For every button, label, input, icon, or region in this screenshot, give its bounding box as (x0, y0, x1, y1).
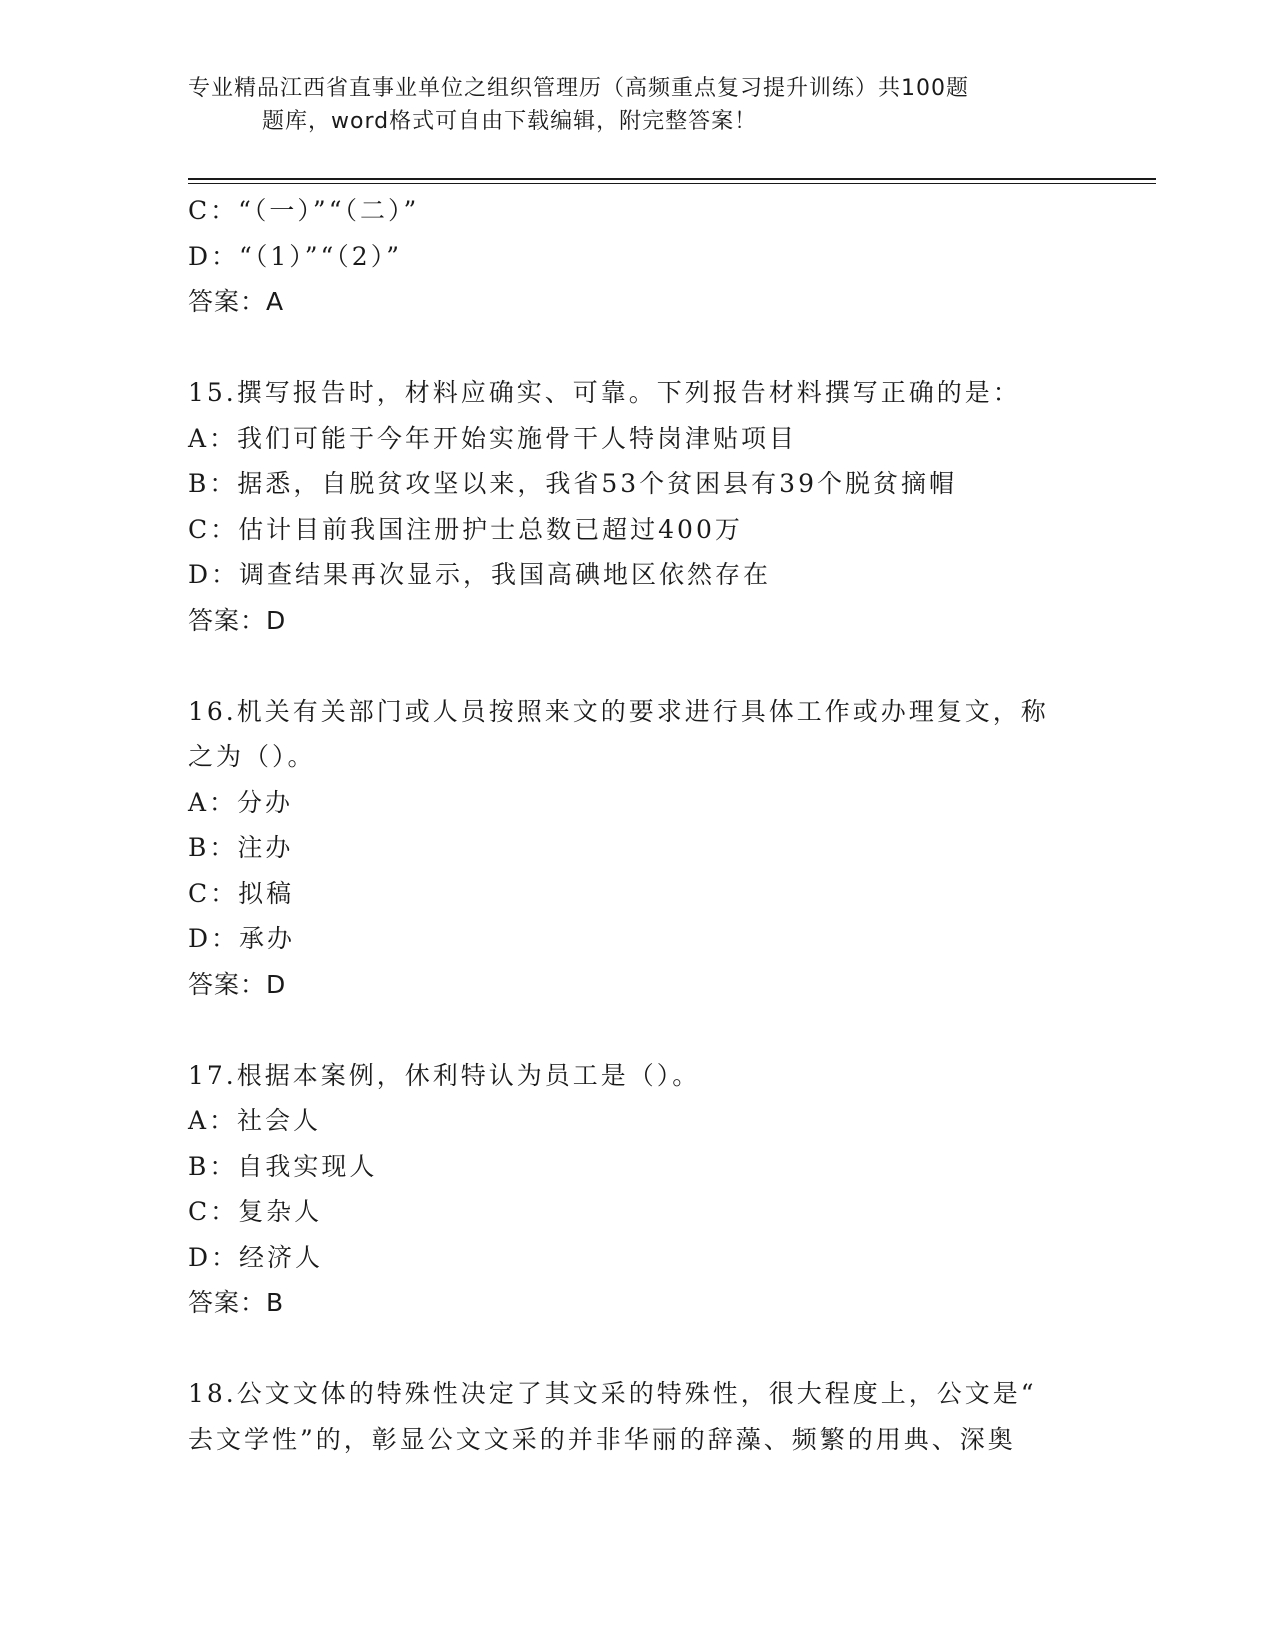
header-title-line-2: 题库，word格式可自由下载编辑，附完整答案！ (262, 109, 758, 134)
question-17 (188, 1053, 1088, 1326)
question-stem: 15.撰写报告时，材料应确实、可靠。下列报告材料撰写正确的是： (188, 378, 1021, 407)
page-header (188, 72, 1068, 138)
header-title-line-1: 专业精品江西省直事业单位之组织管理历（高频重点复习提升训练）共100题 (188, 76, 969, 101)
question-stem: 18.公文文体的特殊性决定了其文采的特殊性，很大程度上，公文是“ (188, 1379, 1037, 1408)
option-c: C：估计目前我国注册护士总数已超过400万 (188, 514, 743, 544)
option-c: C：拟稿 (188, 878, 295, 908)
header-divider-thin (188, 183, 1156, 184)
spacer (188, 1326, 1088, 1372)
option-a: A：我们可能于今年开始实施骨干人特岗津贴项目 (188, 423, 798, 453)
spacer (188, 1007, 1088, 1053)
spacer (188, 643, 1088, 689)
answer-line: 答案：B (188, 1288, 285, 1317)
header-divider-thick (188, 178, 1156, 180)
question-16 (188, 689, 1088, 1008)
question-15 (188, 370, 1088, 643)
option-a: A：分办 (188, 787, 294, 817)
question-18 (188, 1371, 1088, 1462)
option-c: C：复杂人 (188, 1197, 323, 1226)
question-stem-continued: 之为（）。 (188, 742, 316, 771)
option-d: D：调查结果再次显示，我国高碘地区依然存在 (188, 560, 772, 589)
option-c: C：“（一）”“（二）” (188, 196, 420, 225)
option-b: B：注办 (188, 833, 294, 862)
answer-line: 答案：D (188, 969, 287, 999)
option-b: B：据悉，自脱贫攻坚以来，我省53个贫困县有39个脱贫摘帽 (188, 469, 957, 498)
option-b: B：自我实现人 (188, 1151, 378, 1181)
option-d: D：承办 (188, 924, 296, 953)
answer-line: 答案：D (188, 605, 287, 635)
answer-line: 答案：A (188, 287, 285, 316)
spacer (188, 325, 1088, 371)
option-d: D：经济人 (188, 1242, 324, 1272)
option-a: A：社会人 (188, 1106, 322, 1135)
question-stem: 16.机关有关部门或人员按照来文的要求进行具体工作或办理复文，称 (188, 696, 1049, 726)
previous-question-tail (188, 188, 1088, 325)
option-d: D：“（1）”“（2）” (188, 241, 402, 271)
question-content (188, 188, 1088, 1462)
question-stem-continued: 去文学性”的，彰显公文文采的并非华丽的辞藻、频繁的用典、深奥 (188, 1424, 1016, 1454)
question-stem: 17.根据本案例，休利特认为员工是（）。 (188, 1060, 701, 1090)
